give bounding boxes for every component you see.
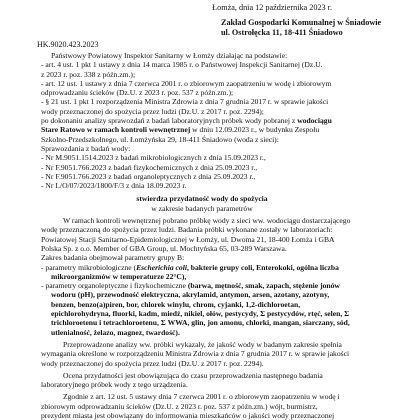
addressee-line: Zakład Gospodarki Komunalnej w Śniadowie: [221, 18, 382, 27]
legal-basis-line: - § 21 ust. 1 pkt 1 rozporządzenia Ministra Zdrowia z dnia 7 grudnia 2017 r. w sprawie jakości: [41, 97, 329, 107]
scope-text: - parametry mikrobiologiczne (: [41, 262, 137, 272]
paragraph-line: wymagania określone w rozporządzeniu Ministra Zdrowia z dnia 7 grudnia 2017 r. w sprawie jakości: [41, 349, 350, 359]
document-body: [41, 51, 363, 420]
analysis-bold: wodociągu: [297, 116, 332, 126]
addressee-block: [221, 18, 381, 37]
legal-basis-line: z 2023 r. poz. 338 z późn.zm.);: [41, 69, 136, 79]
analysis-line: [41, 116, 363, 125]
scope-bold: (barwa, mętność, smak, zapach, stężenie jonów: [187, 281, 340, 291]
report-item: - Nr L/O/07/2023/1800/F/3 z dnia 18.09.2023 r.: [41, 181, 187, 191]
paragraph-line: laboratoryjnego próbek wody z tego urządzenia.: [41, 380, 188, 390]
reference-number: HK.9020.423.2023: [37, 40, 99, 49]
legal-basis-line: odprowadzaniu ścieków (Dz.U. z 2023 r. poz. 537 z późn.zm.);: [41, 88, 234, 98]
legal-basis-line: - art. 12 ust. 1 ustawy z dnia 7 czerwca 2001 r. o zbiorowym zaopatrzeniu w wodę i zbiorowym: [41, 78, 332, 88]
scope-text: - parametry organoleptyczne i fizykochemiczne: [41, 281, 188, 291]
decision-subtitle: w zakresie badanych parametrów: [151, 203, 253, 213]
legal-basis-line: - art. 4 ust. 1 pkt 1 ustawy z dnia 14 marca 1985 r. o Państwowej Inspekcji Sanitarnej (Dz.U.: [41, 60, 323, 70]
scope-line: benzen, benzo(a)piren, bor, chlorek winylu, chrom, cyjanki, 1,2-dichloroetan,: [51, 299, 301, 309]
scope-line: [41, 281, 363, 290]
report-item: - Nr M.9051.1514.2023 z badań mikrobiologicznych z dnia 15.09.2023 r.,: [41, 153, 266, 163]
paragraph-line: zbiorowym odprowadzaniu ścieków (Dz.U. z 2023 r. poz. 537 z późn.zm.) wójt, burmistrz,: [41, 401, 318, 411]
document-date: Łomża, dnia 12 października 2023 r.: [212, 3, 332, 12]
paragraph-line: Polska Sp. z o.o. Member of GBA Group, ul. Mochtyńska 65, 03-289 Warszawa.: [41, 243, 287, 253]
scope-bold: , bakterie grupy coli, Enterokoki, ogólna liczba: [186, 262, 339, 272]
legal-basis-line: wody przeznaczonej do spożycia przez ludzi (Dz.U. z 2017 r. poz. 2294);: [41, 106, 264, 116]
paragraph-line: prezydent miasta jest obowiązany do informowania mieszkańców o jakości wody przeznaczonej: [41, 410, 335, 420]
addressee-line: ul. Ostrołęcka 11, 18-411 Śniadowo: [221, 27, 343, 37]
authority-line: Państwowy Powiatowy Inspektor Sanitarny w Łomży działając na podstawie:: [51, 51, 288, 60]
scope-line: trichloroetenu i tetrachloroetenu, Σ WWA, glin, jon amonu, chlorki, mangan, siarczany, sód,: [51, 318, 350, 328]
scope-line: utlenialność, żelazo, magnez, twardość).: [51, 327, 180, 337]
paragraph-line: Zgodnie z art. 12 ust. 5 ustawy dnia 7 czerwca 2001 r. o zbiorowym zaopatrzeniu w wodę i: [63, 392, 340, 402]
analysis-line: [41, 125, 363, 134]
report-item: - Nr F.9051.766.2023 z badań fizykochemicznych z dnia 25.09.2023 r.,: [41, 162, 258, 172]
paragraph-line: wodę przeznaczoną do spożycia przez ludzi. Badania próbki wykonane zostały w laboratoriach:: [41, 225, 333, 235]
analysis-text: w dniu 12.09.2023 r., w budynku Zespołu: [190, 125, 320, 135]
report-item: - Nr F.9051.766.2023 z badań organoleptycznych z dnia 25.09.2023 r.,: [41, 171, 256, 181]
paragraph-line: Przeprowadzone analizy ww. próbki wykazały, że jakość wody w badanym zakresie spełnia: [63, 339, 342, 349]
reports-heading: Sprawozdania z badań wody:: [41, 143, 131, 153]
scope-heading: Zakres badania obejmował parametry grupy B:: [41, 253, 185, 263]
analysis-text: po dokonaniu analizy sprawozdań z badań laboratoryjnych próbek wody pobranej z: [41, 116, 298, 126]
analysis-line: Szkolno-Przedszkolnego, ul. Łomżyńska 29, 18-411 Śniadowo (woda z sieci):: [41, 134, 279, 144]
paragraph-line: wody przeznaczonej do spożycia przez ludzi (Dz.U. z 2017 r. poz. 2294).: [41, 358, 264, 368]
scope-line: wodoru (pH), przewodność elektryczna, akrylamid, antymon, arsen, azotany, azotyny,: [51, 290, 330, 300]
scope-italic: Escherichia coli: [136, 262, 187, 272]
scope-line: mikroorganizmów w temperaturze 22°C),: [51, 271, 187, 281]
scope-line: epichlorohydryna, fluorki, kadm, miedź, nikiel, ołów, pestycydy, Σ pestycydów, rtęć, selen, Σ: [51, 309, 350, 319]
paragraph-line: Ocena przydatności jest obowiązująca do czasu przeprowadzenia następnego badania: [63, 370, 323, 380]
analysis-bold: Stare Ratowo w ramach kontroli wewnętrznej: [41, 125, 191, 135]
decision-title: stwierdza przydatność wody do spożycia: [136, 194, 268, 204]
paragraph-line: W ramach kontroli wewnętrznej pobrano próbkę wody z sieci ww. wodociągu dostarczającego: [63, 216, 351, 226]
scope-line: [41, 263, 363, 272]
paragraph-line: Powiatowej Stacji Sanitarno-Epidemiologicznej w Łomży, ul. Dwoma 21, 18-400 Łomża i GBA: [41, 234, 335, 244]
